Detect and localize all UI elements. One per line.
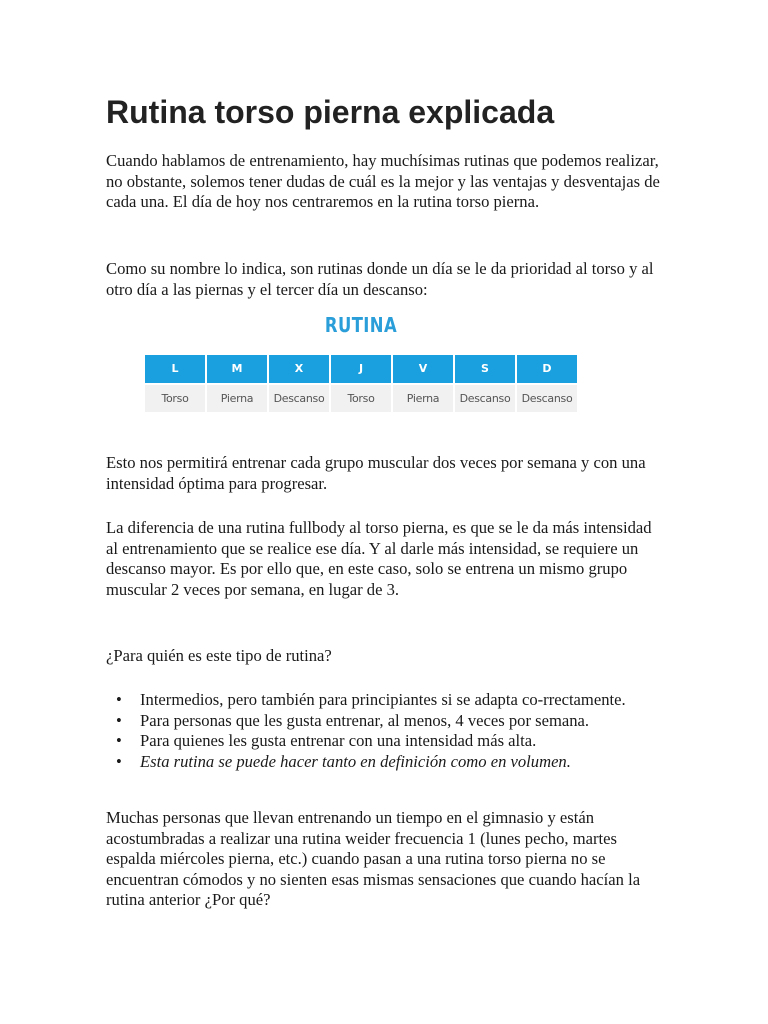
definition-paragraph: Como su nombre lo indica, son rutinas donde un día se le da prioridad al torso y al otro día a las piernas y el tercer día un descanso: [106, 259, 654, 299]
question-heading: ¿Para quién es este tipo de rutina? [106, 646, 332, 665]
day-header-tuesday: M [207, 355, 267, 383]
list-item [106, 731, 666, 752]
activity-cell-tuesday: Pierna [207, 385, 267, 412]
intro-paragraph: Cuando hablamos de entrenamiento, hay muchísimas rutinas que podemos realizar, no obstante, solemos tener dudas de cuál es la mejor y las ventajas y desventajas de cada una. El día de hoy nos centraremos en la rutina torso pierna. [106, 151, 660, 212]
page-title: Rutina torso pierna explicada [106, 94, 555, 130]
day-header-monday: L [145, 355, 205, 383]
day-header-saturday: S [455, 355, 515, 383]
activity-cell-saturday: Descanso [455, 385, 515, 412]
bullet-icon: • [116, 731, 122, 751]
list-item [106, 711, 666, 732]
list-item-text: Para personas que les gusta entrenar, al menos, 4 veces por semana. [140, 710, 590, 730]
table-row [145, 383, 577, 412]
list-item-text: Esta rutina se puede hacer tanto en definición como en volumen. [140, 751, 571, 771]
audience-list [106, 690, 666, 772]
bullet-icon: • [116, 751, 122, 771]
activity-cell-thursday: Torso [331, 385, 391, 412]
benefit-paragraph: Esto nos permitirá entrenar cada grupo muscular dos veces por semana y con una intensidad óptima para progresar. [106, 453, 646, 493]
list-item-text: Intermedios, pero también para principiantes si se adapta co-rrectamente. [140, 690, 626, 709]
activity-cell-friday: Pierna [393, 385, 453, 412]
bullet-icon: • [116, 710, 122, 730]
day-header-sunday: D [517, 355, 577, 383]
bullet-icon: • [116, 690, 122, 709]
routine-table-title: RUTINA [324, 313, 398, 337]
list-item [106, 752, 666, 773]
day-header-thursday: J [331, 355, 391, 383]
list-item [106, 690, 666, 711]
activity-cell-wednesday: Descanso [269, 385, 329, 412]
day-header-wednesday: X [269, 355, 329, 383]
difference-paragraph: La diferencia de una rutina fullbody al torso pierna, es que se le da más intensidad al entrenamiento que se realice ese día. Y al darle más intensidad, se requiere un descanso mayor. Es por ello que, en este caso, solo se entrena un mismo grupo muscular 2 veces por semana, en lugar de 3. [106, 518, 652, 599]
activity-cell-monday: Torso [145, 385, 205, 412]
table-header-row [145, 355, 577, 383]
closing-paragraph: Muchas personas que llevan entrenando un tiempo en el gimnasio y están acostumbradas a realizar una rutina weider frecuencia 1 (lunes pecho, martes espalda miércoles pierna, etc.) cuando pasan a una rutina torso pierna no se encuentran cómodos y no sienten esas mismas sensaciones que cuando hacían la rutina anterior ¿Por qué? [106, 808, 641, 910]
list-item-text: Para quienes les gusta entrenar con una intensidad más alta. [140, 731, 537, 751]
routine-table-image [140, 310, 582, 420]
activity-cell-sunday: Descanso [517, 385, 577, 412]
day-header-friday: V [393, 355, 453, 383]
routine-table [145, 355, 577, 412]
